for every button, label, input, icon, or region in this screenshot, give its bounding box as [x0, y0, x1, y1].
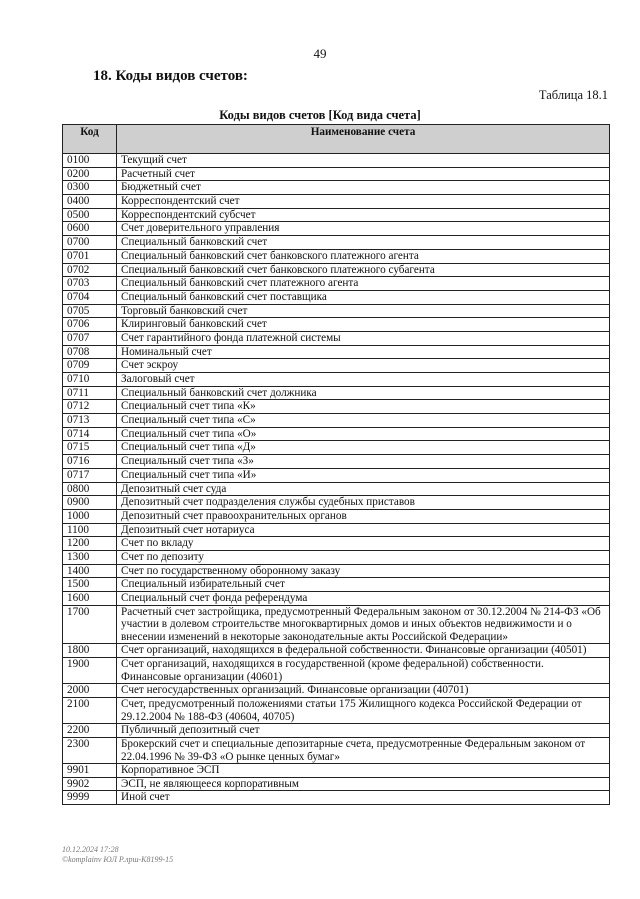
cell-code: 2200 — [63, 724, 117, 738]
table-row — [63, 605, 610, 644]
cell-code: 1200 — [63, 537, 117, 551]
table-row — [63, 277, 610, 291]
cell-name: Счет организаций, находящихся в государственной (кроме федеральной) собственности. Финансовые организации (40601) — [117, 658, 610, 684]
table-row — [63, 550, 610, 564]
cell-code: 2300 — [63, 737, 117, 763]
header-code: Код — [63, 125, 117, 154]
cell-name: Специальный банковский счет платежного агента — [117, 277, 610, 291]
table-row — [63, 578, 610, 592]
cell-name: Специальный избирательный счет — [117, 578, 610, 592]
table-row — [63, 777, 610, 791]
cell-code: 0800 — [63, 482, 117, 496]
cell-name: Специальный счет фонда референдума — [117, 592, 610, 606]
cell-name: Депозитный счет подразделения службы судебных приставов — [117, 496, 610, 510]
cell-name: Клиринговый банковский счет — [117, 318, 610, 332]
cell-name: Корпоративное ЭСП — [117, 764, 610, 778]
cell-code: 0701 — [63, 249, 117, 263]
cell-code: 2000 — [63, 684, 117, 698]
cell-name: Счет, предусмотренный положениями статьи 175 Жилищного кодекса Российской Федерации от 29.12.2004 № 188-ФЗ (40604, 40705) — [117, 698, 610, 724]
footer-timestamp: 10.12.2024 17:28 — [62, 845, 119, 854]
table-row — [63, 304, 610, 318]
cell-code: 0300 — [63, 181, 117, 195]
cell-name: ЭСП, не являющееся корпоративным — [117, 777, 610, 791]
table-row — [63, 345, 610, 359]
cell-code: 0900 — [63, 496, 117, 510]
table-row — [63, 455, 610, 469]
cell-name: Специальный банковский счет — [117, 236, 610, 250]
table-row — [63, 496, 610, 510]
cell-code: 1800 — [63, 644, 117, 658]
cell-code: 9901 — [63, 764, 117, 778]
cell-code: 0716 — [63, 455, 117, 469]
cell-name: Специальный счет типа «С» — [117, 414, 610, 428]
cell-name: Счет эскроу — [117, 359, 610, 373]
cell-code: 1900 — [63, 658, 117, 684]
cell-code: 0706 — [63, 318, 117, 332]
section-title: 18. Коды видов счетов: — [93, 68, 248, 84]
cell-code: 0600 — [63, 222, 117, 236]
header-name: Наименование счета — [117, 125, 610, 154]
table-body — [63, 154, 610, 805]
cell-code: 0705 — [63, 304, 117, 318]
cell-code: 1500 — [63, 578, 117, 592]
table-row — [63, 724, 610, 738]
cell-code: 0715 — [63, 441, 117, 455]
cell-code: 0710 — [63, 373, 117, 387]
footer-stamp — [62, 845, 173, 865]
cell-code: 0712 — [63, 400, 117, 414]
table-row — [63, 236, 610, 250]
cell-code: 0714 — [63, 427, 117, 441]
cell-code: 2100 — [63, 698, 117, 724]
cell-name: Специальный банковский счет должника — [117, 386, 610, 400]
table-row — [63, 564, 610, 578]
table-row — [63, 523, 610, 537]
cell-code: 9999 — [63, 791, 117, 805]
cell-code: 1000 — [63, 509, 117, 523]
cell-name: Депозитный счет суда — [117, 482, 610, 496]
table-row — [63, 359, 610, 373]
cell-name: Счет гарантийного фонда платежной системы — [117, 331, 610, 345]
table-reference: Таблица 18.1 — [538, 88, 608, 102]
cell-name: Номинальный счет — [117, 345, 610, 359]
table-row — [63, 698, 610, 724]
cell-code: 1100 — [63, 523, 117, 537]
cell-name: Специальный банковский счет банковского платежного агента — [117, 249, 610, 263]
table-row — [63, 249, 610, 263]
table-row — [63, 441, 610, 455]
cell-name: Счет по государственному оборонному заказу — [117, 564, 610, 578]
table-row — [63, 400, 610, 414]
cell-name: Торговый банковский счет — [117, 304, 610, 318]
cell-code: 0707 — [63, 331, 117, 345]
table-row — [63, 592, 610, 606]
cell-code: 9902 — [63, 777, 117, 791]
table-caption: Коды видов счетов [Код вида счета] — [219, 108, 421, 122]
cell-name: Счет по депозиту — [117, 550, 610, 564]
table-row — [63, 482, 610, 496]
table-row — [63, 644, 610, 658]
table-row — [63, 318, 610, 332]
cell-name: Бюджетный счет — [117, 181, 610, 195]
table-row — [63, 208, 610, 222]
cell-code: 0500 — [63, 208, 117, 222]
table-row — [63, 791, 610, 805]
cell-code: 0704 — [63, 290, 117, 304]
footer-doc-id: ©komplainv ЮЛ Р.лрш-К8199-15 — [62, 855, 174, 864]
cell-name: Счет доверительного управления — [117, 222, 610, 236]
cell-code: 0711 — [63, 386, 117, 400]
cell-name: Брокерский счет и специальные депозитарные счета, предусмотренные Федеральным законом от 22.04.1996 № 39-ФЗ «О рынке ценных бумаг» — [117, 737, 610, 763]
cell-name: Счет негосударственных организаций. Финансовые организации (40701) — [117, 684, 610, 698]
cell-name: Специальный счет типа «О» — [117, 427, 610, 441]
table-row — [63, 509, 610, 523]
table-row — [63, 290, 610, 304]
cell-code: 0400 — [63, 195, 117, 209]
cell-name: Корреспондентский субсчет — [117, 208, 610, 222]
cell-name: Специальный счет типа «И» — [117, 468, 610, 482]
cell-code: 1700 — [63, 605, 117, 644]
cell-code: 0700 — [63, 236, 117, 250]
table-row — [63, 331, 610, 345]
page-number: 49 — [313, 46, 327, 61]
cell-code: 1600 — [63, 592, 117, 606]
cell-name: Депозитный счет правоохранительных органов — [117, 509, 610, 523]
table-header-row — [63, 125, 610, 154]
cell-code: 0703 — [63, 277, 117, 291]
table-row — [63, 427, 610, 441]
cell-name: Специальный счет типа «К» — [117, 400, 610, 414]
cell-name: Расчетный счет застройщика, предусмотренный Федеральным законом от 30.12.2004 № 214-ФЗ «Об участии в долевом строительстве многоквартирных домов и иных объектов недвижимости и о внесении изменений в некоторые законодательные акты Российской Федерации» — [117, 605, 610, 644]
table-row — [63, 373, 610, 387]
table-row — [63, 764, 610, 778]
cell-name: Специальный счет типа «З» — [117, 455, 610, 469]
table-row — [63, 737, 610, 763]
table-row — [63, 263, 610, 277]
cell-code: 1400 — [63, 564, 117, 578]
cell-code: 0713 — [63, 414, 117, 428]
cell-name: Залоговый счет — [117, 373, 610, 387]
table-row — [63, 537, 610, 551]
cell-name: Специальный банковский счет банковского платежного субагента — [117, 263, 610, 277]
cell-name: Специальный банковский счет поставщика — [117, 290, 610, 304]
cell-code: 0702 — [63, 263, 117, 277]
cell-name: Иной счет — [117, 791, 610, 805]
table-row — [63, 167, 610, 181]
table-row — [63, 684, 610, 698]
table-row — [63, 154, 610, 168]
cell-code: 0200 — [63, 167, 117, 181]
cell-name: Депозитный счет нотариуса — [117, 523, 610, 537]
cell-code: 0709 — [63, 359, 117, 373]
cell-name: Публичный депозитный счет — [117, 724, 610, 738]
cell-code: 0708 — [63, 345, 117, 359]
table-row — [63, 658, 610, 684]
cell-name: Специальный счет типа «Д» — [117, 441, 610, 455]
table-row — [63, 386, 610, 400]
table-row — [63, 181, 610, 195]
cell-name: Счет организаций, находящихся в федеральной собственности. Финансовые организации (40501) — [117, 644, 610, 658]
cell-name: Счет по вкладу — [117, 537, 610, 551]
table-row — [63, 195, 610, 209]
cell-code: 1300 — [63, 550, 117, 564]
table-row — [63, 222, 610, 236]
account-codes-table — [62, 124, 610, 805]
cell-name: Текущий счет — [117, 154, 610, 168]
cell-name: Корреспондентский счет — [117, 195, 610, 209]
cell-code: 0100 — [63, 154, 117, 168]
table-row — [63, 468, 610, 482]
cell-name: Расчетный счет — [117, 167, 610, 181]
table-row — [63, 414, 610, 428]
cell-code: 0717 — [63, 468, 117, 482]
